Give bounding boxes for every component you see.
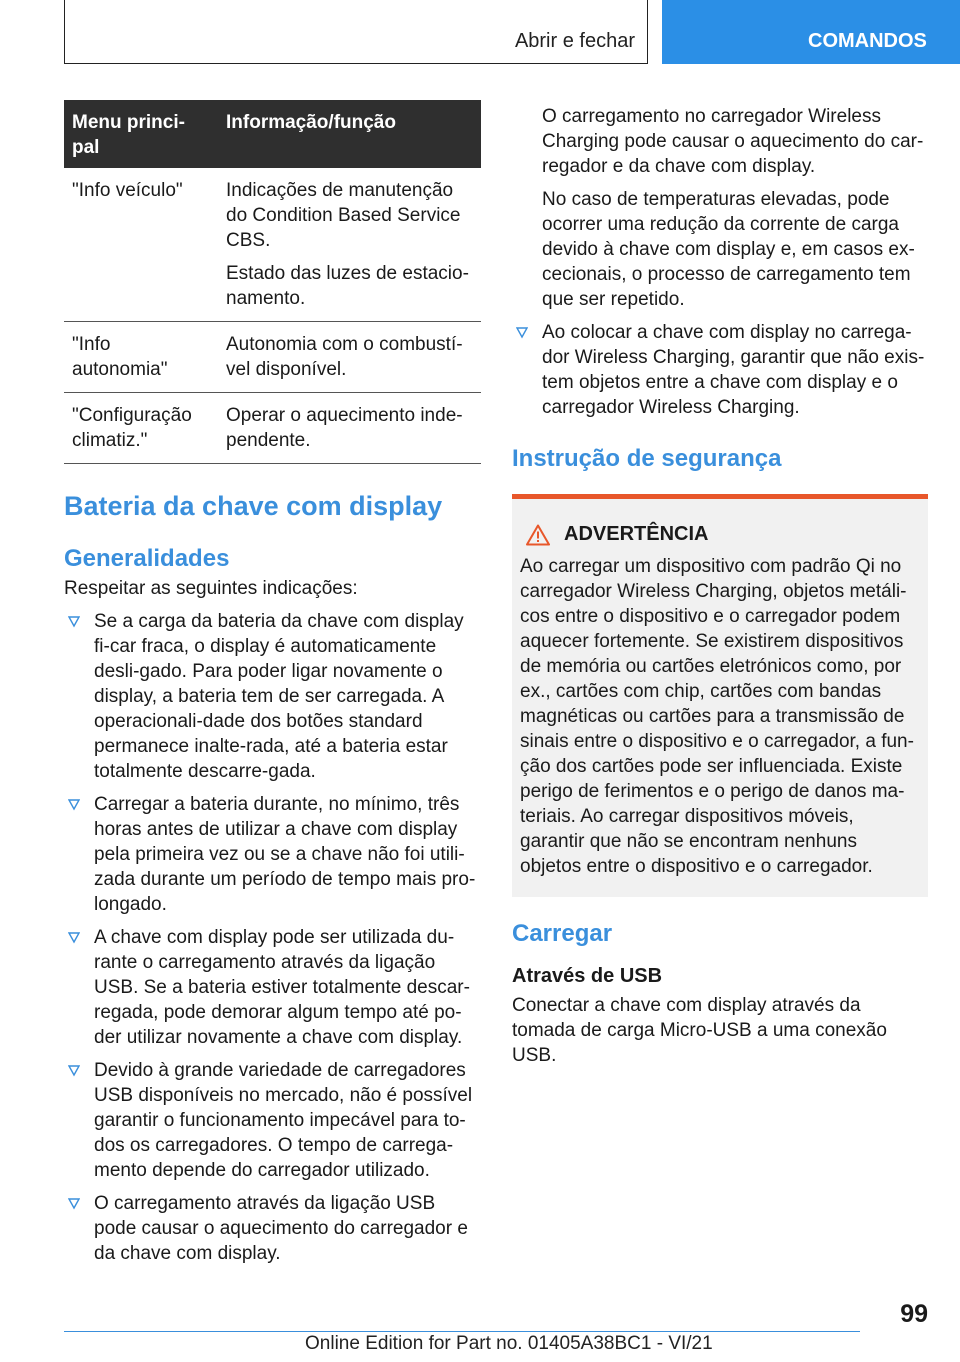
footer-edition: Online Edition for Part no. 01405A38BC1 - VI/21: [305, 1333, 713, 1354]
table-cell-text: Indicações de manutenção do Condition Based Service CBS.: [226, 180, 461, 251]
table-row: [64, 322, 481, 393]
warning-label: ADVERTÊNCIA: [564, 523, 709, 545]
list-item-text: O carregamento através da ligação USB pode causar o aquecimento do carregador e da chave com display.: [94, 1193, 468, 1264]
header-section-box: [64, 0, 648, 64]
triangle-bullet-icon: [68, 1191, 80, 1210]
right-column: [512, 104, 928, 1068]
paragraph: No caso de temperaturas elevadas, pode ocorrer uma redução da corrente de carga devido à chave com display e, em casos ex-cecionais, o processo de carregamento tem que ser repetido.: [542, 189, 915, 310]
triangle-bullet-icon: [68, 792, 80, 811]
header-chapter-box: [662, 0, 960, 64]
intro-text: Respeitar as seguintes indicações:: [64, 578, 358, 599]
list-item-text: A chave com display pode ser utilizada du-rante o carregamento através da ligação USB. Se a bateria estiver totalmente descar-regada, pode demorar algum tempo até po-der utilizar novamente a chave com display.: [94, 927, 470, 1048]
table-cell-info: [218, 168, 481, 322]
list-item-text: Ao colocar a chave com display no carrega-dor Wireless Charging, garantir que não exis-tem objetos entre a chave com display e o carregador Wireless Charging.: [542, 322, 925, 418]
section-title-safety: Instrução de segurança: [512, 445, 782, 472]
page-number: 99: [900, 1300, 928, 1328]
subsection-title-usb: Através de USB: [512, 965, 663, 987]
table-cell-info: [218, 393, 481, 464]
warning-text: Ao carregar um dispositivo com padrão Qi no carregador Wireless Charging, objetos metáli-cos entre o dispositivo e o carregador podem aquecer fortemente. Se existirem dispositivos de memória ou cartões eletrónicos como, por ex., cartões com chip, cartões com bandas magnéticas ou cartões para a transmissão de sinais entre o dispositivo e o carregador, a fun-ção dos cartões pode ser influenciada. Existe perigo de ferimentos e o perigo de danos ma-teriais. Ao carregar dispositivos móveis, garantir que não se encontram nenhuns objetos entre o dispositivo e o carregador.: [520, 556, 914, 877]
triangle-bullet-icon: [68, 925, 80, 944]
header-section-title: Abrir e fechar: [514, 30, 635, 52]
warning-header: [520, 523, 920, 546]
triangle-bullet-icon: [68, 609, 80, 628]
table-cell-menu: "Configuração climatiz.": [64, 393, 218, 464]
wireless-bullet-list: [512, 320, 928, 420]
warning-triangle-icon: [526, 524, 550, 546]
list-item: [64, 609, 481, 784]
list-item: [64, 792, 481, 917]
table-header-info: Informação/função: [218, 100, 481, 168]
section-title-battery: Bateria da chave com display: [64, 491, 443, 521]
table-cell-info: [218, 322, 481, 393]
menu-table: [64, 100, 481, 464]
subsection-title-general: Generalidades: [64, 545, 230, 572]
table-row: [64, 168, 481, 322]
table-cell-menu: "Info veículo": [64, 168, 218, 322]
table-cell-text: Autonomia com o combustí-vel disponível.: [226, 334, 463, 380]
header-chapter-title: COMANDOS: [808, 30, 927, 52]
table-cell-text: Estado das luzes de estacio-namento.: [226, 263, 469, 309]
list-item-text: Carregar a bateria durante, no mínimo, três horas antes de utilizar a chave com display pela primeira vez ou se a chave não foi utili-zada durante um período de tempo mais pro-longado.: [94, 794, 476, 915]
section-title-charging: Carregar: [512, 920, 613, 947]
list-item-text: Se a carga da bateria da chave com display fi-car fraca, o display é automaticamente desli-gado. Para poder ligar novamente o display, a bateria tem de ser carregada. A operacionali-dade dos botões standard permanece inalte-rada, até a bateria estar totalmente descarre-gada.: [94, 611, 464, 782]
warning-box: [512, 494, 928, 897]
list-item: [64, 1191, 481, 1266]
triangle-bullet-icon: [516, 320, 528, 339]
usb-text: Conectar a chave com display através da tomada de carga Micro-USB a uma conexão USB.: [512, 995, 887, 1066]
table-cell-text: Operar o aquecimento inde-pendente.: [226, 405, 463, 451]
list-item-text: Devido à grande variedade de carregadores USB disponíveis no mercado, não é possível garantir o funcionamento impecável para to-dos os carregadores. O tempo de carrega-mento depende do carregador utilizado.: [94, 1060, 473, 1181]
table-header-menu: Menu princi- pal: [64, 100, 218, 168]
battery-bullet-list: [64, 609, 481, 1266]
table-header-row: [64, 100, 481, 168]
triangle-bullet-icon: [68, 1058, 80, 1077]
footer-divider: [64, 1331, 860, 1332]
list-item: [512, 320, 928, 420]
table-row: [64, 393, 481, 464]
paragraph: O carregamento no carregador Wireless Charging pode causar o aquecimento do car-regador e da chave com display.: [542, 106, 924, 177]
list-item: [64, 925, 481, 1050]
table-cell-menu: "Info autonomia": [64, 322, 218, 393]
left-column: [64, 100, 481, 1274]
list-item: [64, 1058, 481, 1183]
